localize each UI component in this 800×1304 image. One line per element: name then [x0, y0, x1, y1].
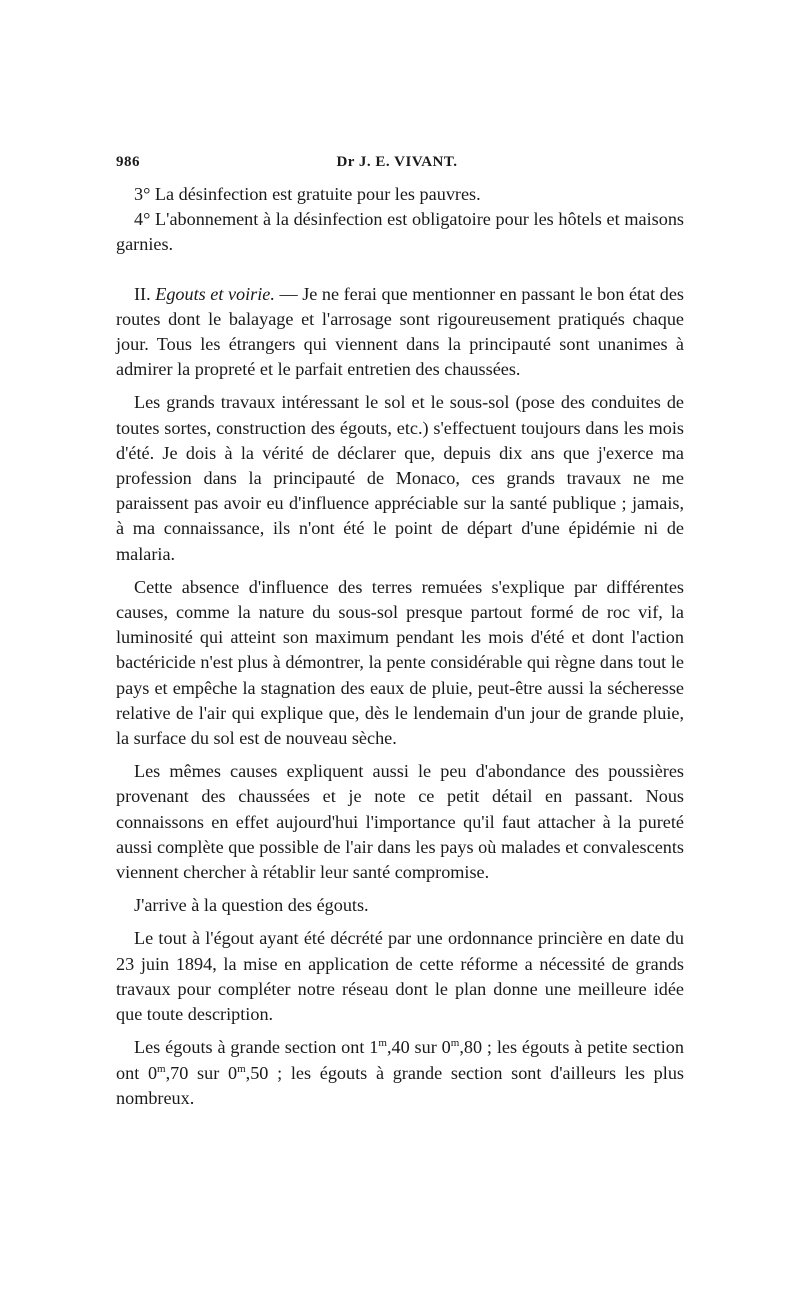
section-2-paragraph: [116, 282, 684, 383]
list-item-4: 4° L'abonnement à la désinfection est obligatoire pour les hôtels et maisons garnies.: [116, 209, 684, 255]
paragraph-dimensions: [116, 1035, 684, 1111]
book-page: [116, 150, 684, 1119]
unit-sup-2: m: [450, 1037, 460, 1050]
dim-text-5: ,50 ; les égouts à grande section sont d'ailleurs les plus nombreux.: [116, 1062, 684, 1108]
page-number: 986: [116, 154, 140, 170]
dim-text-3: ,80 ; les égouts à petite section ont 0: [116, 1037, 684, 1083]
dim-text-2: ,40 sur 0: [386, 1037, 451, 1058]
running-title: Dr J. E. VIVANT.: [336, 154, 458, 170]
section-title: Egouts et voirie.: [155, 283, 275, 304]
section-intro: — Je ne ferai que mentionner en passant le bon état des routes dont le balayage et l'arrosage sont rigoureusement pratiqués chaque jour. Tous les étrangers qui viennent dans la principauté sont unanimes à admirer la propreté et le parfait entretien des chaussées.: [116, 283, 685, 380]
unit-sup-3: m: [157, 1062, 166, 1075]
paragraph-ordonnance: Le tout à l'égout ayant été décrété par une ordonnance princière en date du 23 juin 1894, la mise en application de cette réforme a nécessité de grands travaux pour compléter notre réseau dont le plan donne une meilleure idée que toute description.: [116, 928, 684, 1025]
dim-text-4: ,70 sur 0: [165, 1062, 238, 1083]
unit-sup-1: m: [378, 1037, 387, 1050]
section-gap: [116, 266, 684, 282]
paragraph-influence: Cette absence d'influence des terres remuées s'explique par différentes causes, comme la nature du sous-sol presque partout formé de roc vif, la luminosité qui atteint son maximum pendant les mois d'été et dont l'action bactéricide n'est plus à démontrer, la pente considérable qui règne dans tout le pays et empêche la stagnation des eaux de pluie, peut-être aussi la sécheresse relative de l'air qui explique que, dès le lendemain d'un jour de grande pluie, la surface du sol est de nouveau sèche.: [116, 576, 684, 749]
paragraph-travaux: Les grands travaux intéressant le sol et le sous-sol (pose des conduites de toutes sortes, construction des égouts, etc.) s'effectuent toujours dans les mois d'été. Je dois à la vérité de déclarer que, depuis dix ans que j'exerce ma profession dans la principauté de Monaco, ces grands travaux ne me paraissent pas avoir eu d'influence appréciable sur la santé publique ; jamais, à ma connaissance, ils n'ont été le point de départ d'une épidémie ni de malaria.: [116, 392, 684, 564]
list-item-3: 3° La désinfection est gratuite pour les pauvres.: [134, 184, 481, 204]
paragraph-poussieres: Les mêmes causes expliquent aussi le peu d'abondance des poussières provenant des chaussées et je note ce petit détail en passant. Nous connaissons en effet aujourd'hui l'importance qu'il faut attacher à la pureté aussi complète que possible de l'air dans les pays où malades et convalescents viennent chercher à rétablir leur santé compromise.: [116, 761, 684, 883]
running-header: [116, 150, 684, 178]
section-numeral: II.: [134, 283, 151, 304]
dim-text-1: Les égouts à grande section ont 1: [134, 1037, 379, 1058]
unit-sup-4: m: [237, 1062, 246, 1075]
paragraph-egouts-question: J'arrive à la question des égouts.: [134, 895, 369, 916]
